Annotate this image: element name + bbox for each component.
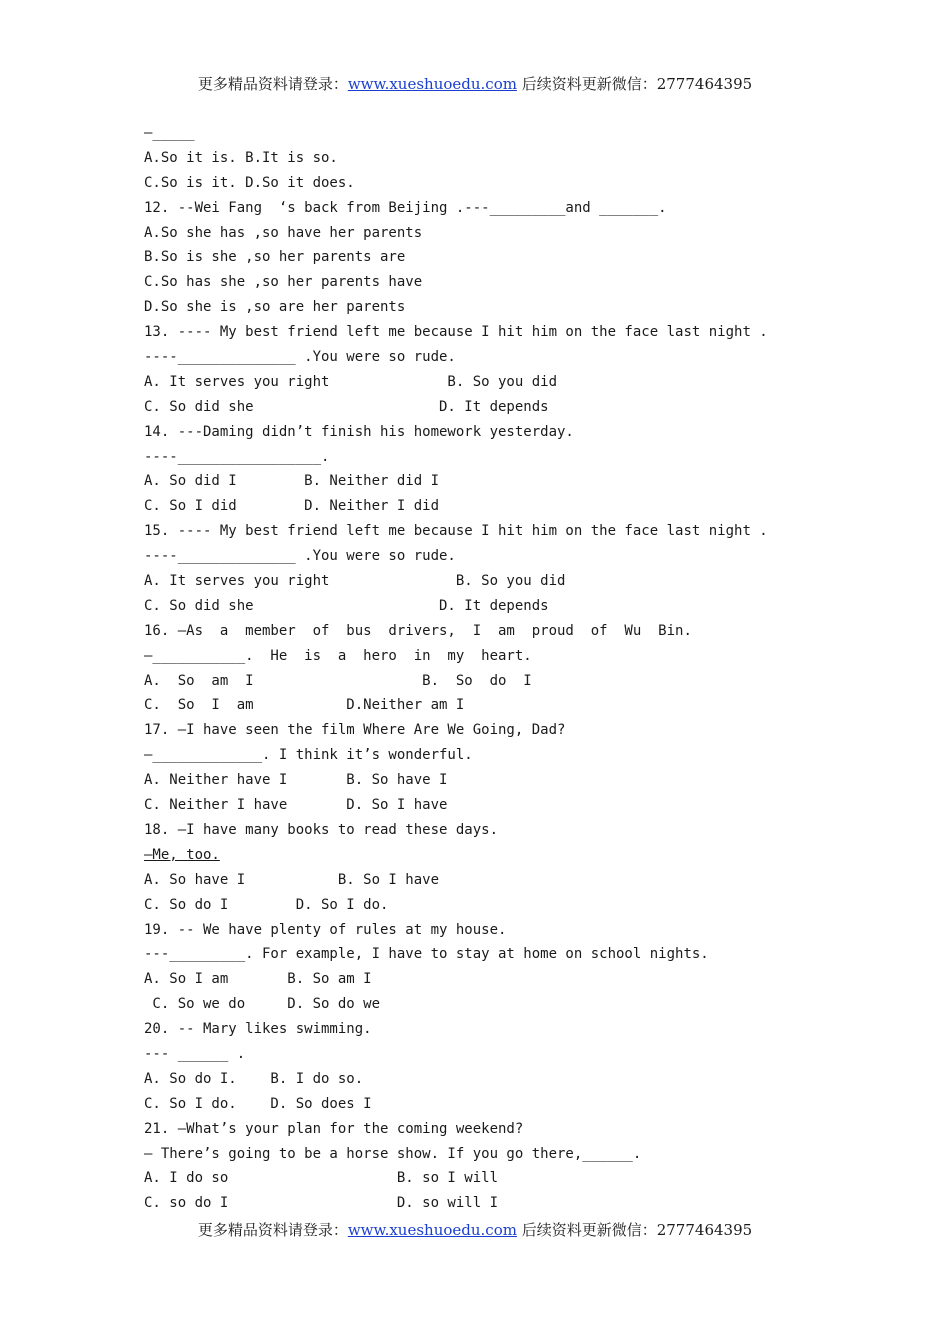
text-line: A. So did I B. Neither did I [144, 473, 440, 490]
question-18: 18. —I have many books to read these days. [144, 821, 499, 838]
text-line: C.So is it. D.So it does. [144, 174, 355, 191]
text-line: A. So am I B. So do I [144, 672, 532, 689]
text-line: C. Neither I have D. So I have [144, 797, 448, 814]
text-line: A. Neither have I B. So have I [144, 772, 448, 789]
text-line: A.So she has ,so have her parents [144, 224, 423, 241]
text-line: C. so do I D. so will I [144, 1195, 499, 1212]
question-17: 17. —I have seen the film Where Are We Going, Dad? [144, 722, 566, 739]
exercise-content [144, 121, 784, 1216]
text-line: C. So we do D. So do we [144, 996, 381, 1013]
page-footer [0, 1220, 950, 1240]
footer-prefix: 更多精品资料请登录： [197, 1221, 348, 1239]
text-line: C. So do I D. So I do. [144, 896, 389, 913]
question-16: 16. —As a member of bus drivers, I am proud of Wu Bin. [144, 622, 692, 639]
text-line-underlined: —Me, too. [144, 846, 220, 863]
text-line: B.So is she ,so her parents are [144, 249, 406, 266]
question-13: 13. ---- My best friend left me because I hit him on the face last night . [144, 324, 768, 341]
text-line: C. So did she D. It depends [144, 398, 549, 415]
text-line: — There’s going to be a horse show. If you go there,______. [144, 1145, 642, 1162]
footer-website-link[interactable]: www.xueshuoedu.com [347, 1221, 517, 1239]
text-line: A. So I am B. So am I [144, 971, 372, 988]
text-line: ----______________ .You were so rude. [144, 349, 456, 366]
header-suffix: 后续资料更新微信：2777464395 [516, 75, 753, 93]
text-line: C. So did she D. It depends [144, 597, 549, 614]
question-20: 20. -- Mary likes swimming. [144, 1021, 372, 1038]
text-line: D.So she is ,so are her parents [144, 299, 406, 316]
text-line: ---_________. For example, I have to stay at home on school nights. [144, 946, 709, 963]
text-line: --- ______ . [144, 1045, 246, 1062]
question-14: 14. ---Daming didn’t finish his homework yesterday. [144, 423, 574, 440]
text-line: C. So I did D. Neither I did [144, 498, 440, 515]
text-line: ----_________________. [144, 448, 330, 465]
text-line: C. So I am D.Neither am I [144, 697, 465, 714]
text-line: A. So do I. B. I do so. [144, 1070, 364, 1087]
text-line: —_____ [144, 125, 195, 141]
question-19: 19. -- We have plenty of rules at my house. [144, 921, 507, 938]
page-header [0, 74, 950, 94]
header-website-link[interactable]: www.xueshuoedu.com [347, 75, 517, 93]
footer-suffix: 后续资料更新微信：2777464395 [516, 1221, 753, 1239]
text-line: A. It serves you right B. So you did [144, 573, 566, 590]
text-line: C. So I do. D. So does I [144, 1095, 372, 1112]
question-12: 12. --Wei Fang ‘s back from Beijing .---_________and _______. [144, 199, 667, 216]
text-line: ----______________ .You were so rude. [144, 548, 456, 565]
text-line: —___________. He is a hero in my heart. [144, 647, 532, 664]
text-line: A. It serves you right B. So you did [144, 373, 558, 390]
question-15: 15. ---- My best friend left me because I hit him on the face last night . [144, 523, 768, 540]
header-prefix: 更多精品资料请登录： [197, 75, 348, 93]
text-line: C.So has she ,so her parents have [144, 274, 423, 291]
text-line: —_____________. I think it’s wonderful. [144, 747, 473, 764]
text-line: A. I do so B. so I will [144, 1170, 499, 1187]
text-line: A. So have I B. So I have [144, 871, 440, 888]
text-line: A.So it is. B.It is so. [144, 149, 338, 166]
question-21: 21. —What’s your plan for the coming weekend? [144, 1120, 524, 1137]
